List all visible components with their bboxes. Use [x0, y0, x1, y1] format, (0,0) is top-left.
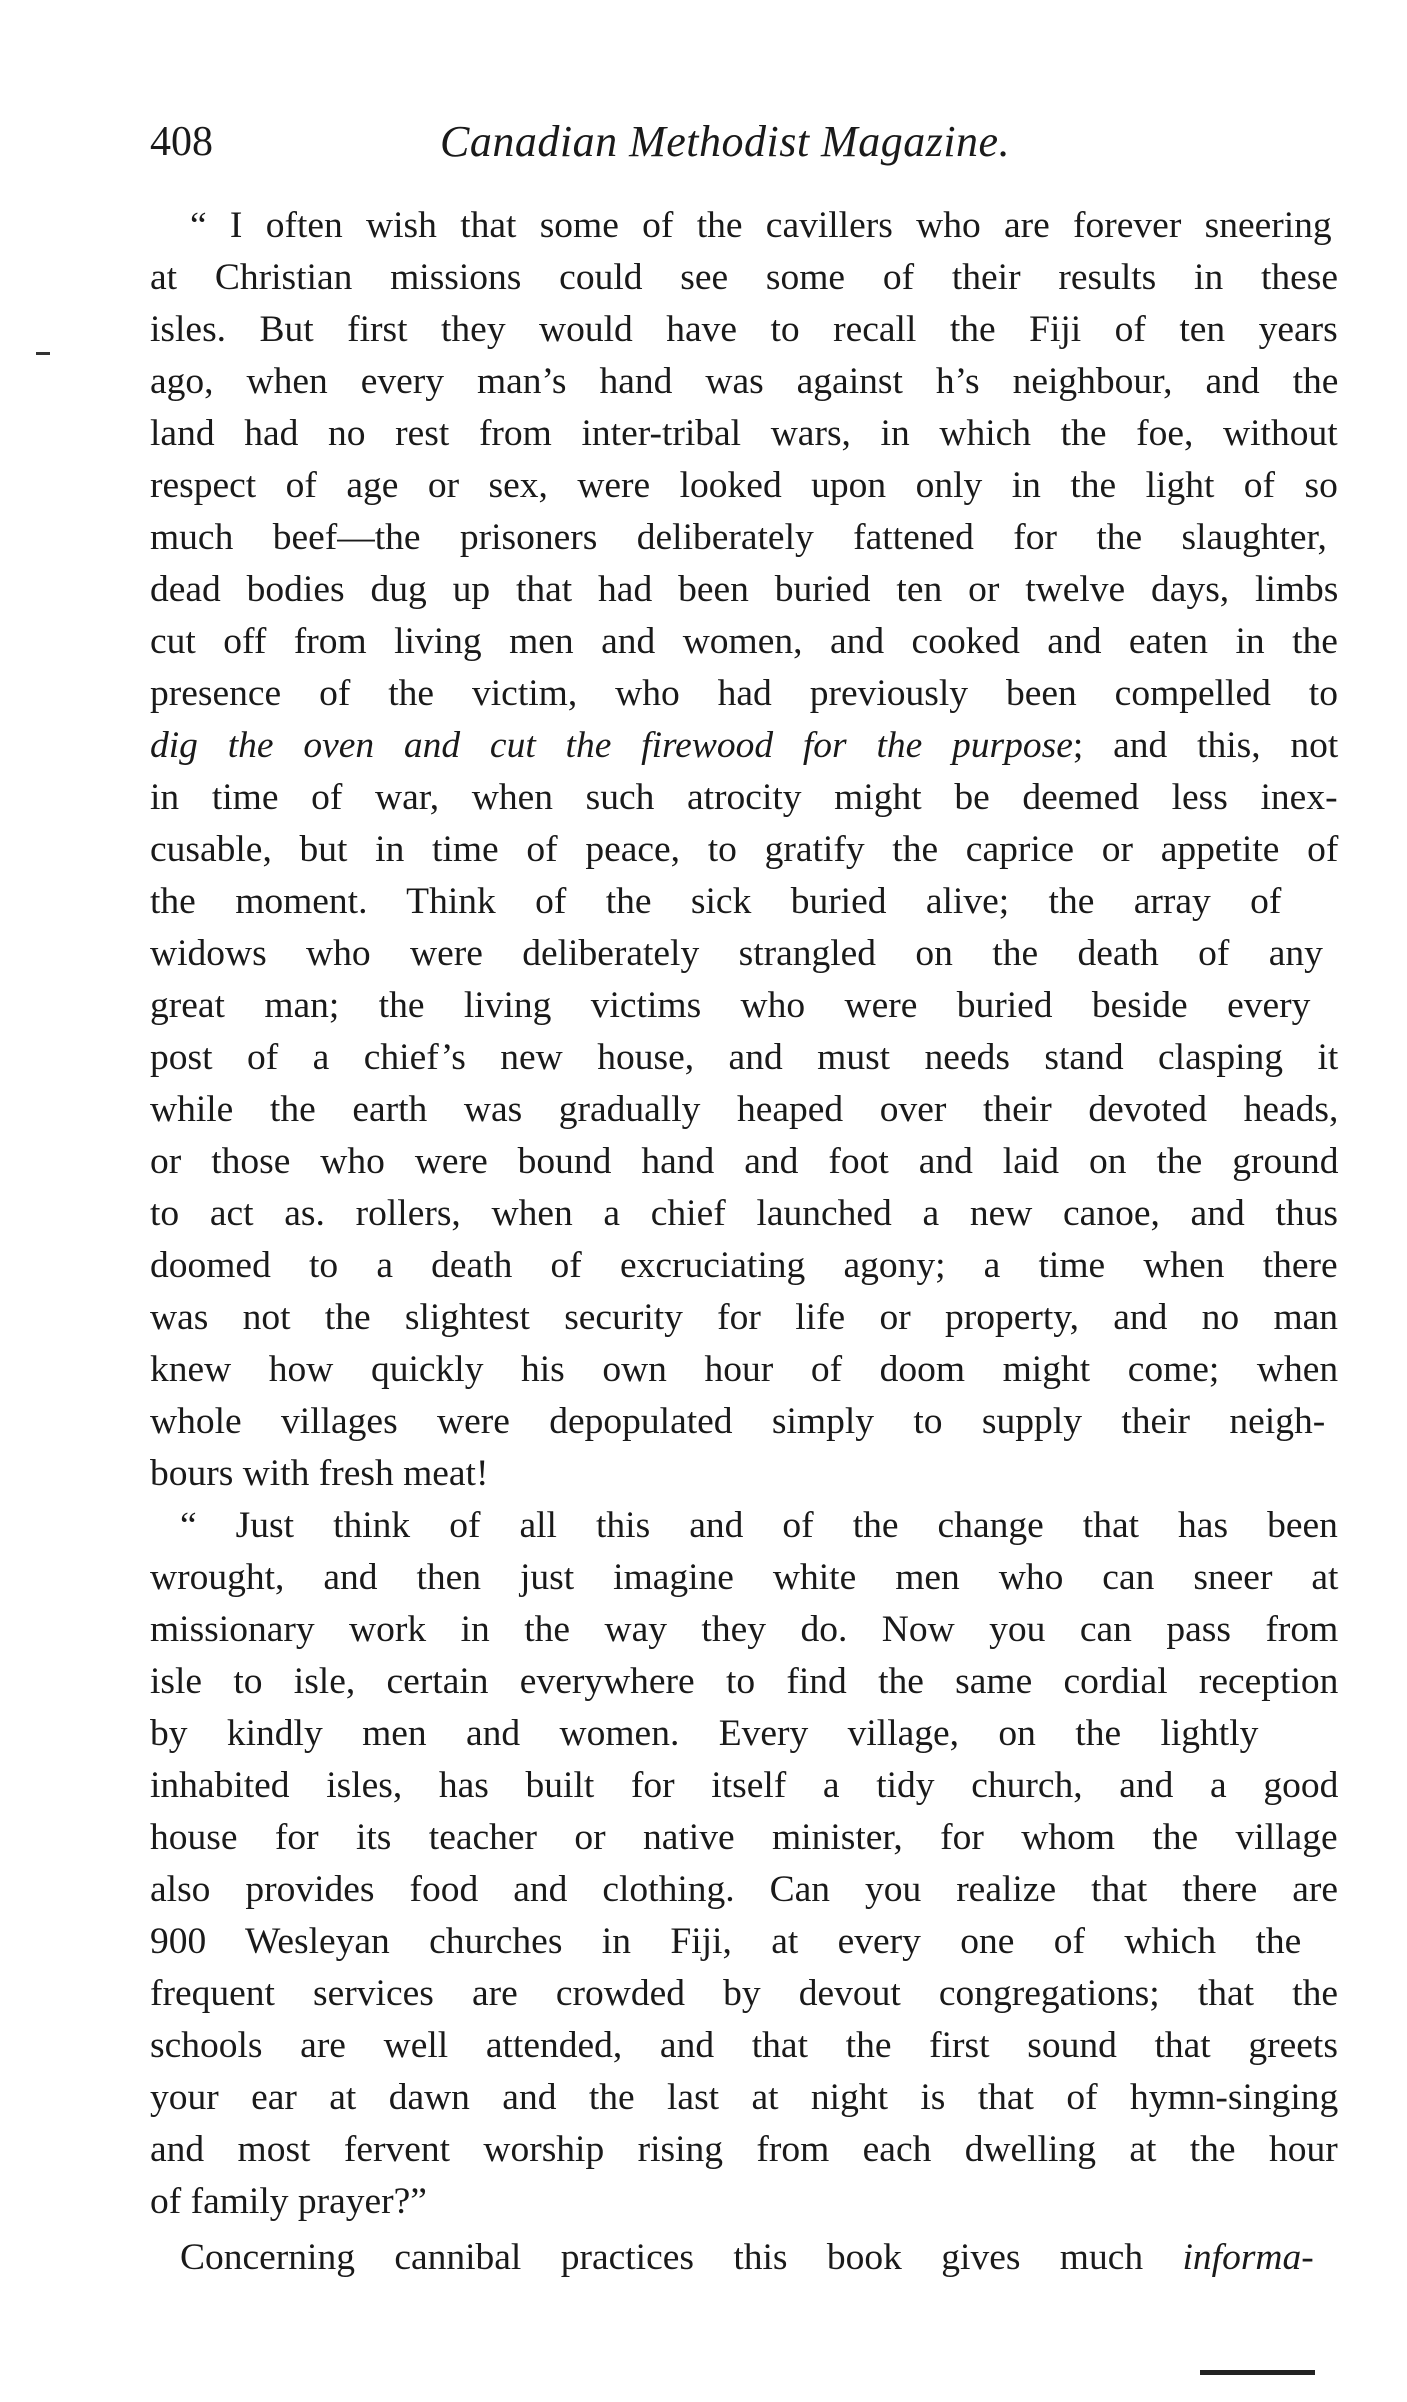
text-line: your ear at dawn and the last at night is that of hymn-singing — [150, 2077, 1339, 2118]
text-line: doomed to a death of excruciating agony; a time when there — [150, 1245, 1338, 1286]
text-line: respect of age or sex, were looked upon only in the light of so — [150, 465, 1338, 506]
text-line: frequent services are crowded by devout congregations; that the — [150, 1973, 1338, 2014]
text-line: isle to isle, certain everywhere to find the same cordial reception — [150, 1661, 1339, 1702]
text-line: or those who were bound hand and foot and laid on the ground — [150, 1141, 1339, 1182]
text-line: isles. But first they would have to recall the Fiji of ten years — [150, 309, 1338, 350]
text-line: cusable, but in time of peace, to gratify the caprice or appetite of — [150, 829, 1339, 870]
text-line: widows who were deliberately strangled on the death of any — [150, 933, 1323, 974]
text-line: post of a chief’s new house, and must needs stand clasping it — [150, 1037, 1339, 1078]
text-line: land had no rest from inter-tribal wars, in which the foe, without — [150, 413, 1338, 454]
italic-phrase: dig the oven and cut the firewood for the purpose — [150, 725, 1073, 766]
text-line: presence of the victim, who had previously been compelled to — [150, 673, 1338, 714]
text-line: knew how quickly his own hour of doom might come; when — [150, 1349, 1339, 1390]
running-title: Canadian Methodist Magazine. — [440, 117, 1011, 166]
text-line-italic — [150, 720, 1338, 772]
text-line: “ Just think of all this and of the change that has been — [180, 1505, 1338, 1546]
text-line: to act as. rollers, when a chief launched a new canoe, and thus — [150, 1193, 1338, 1234]
text-line: wrought, and then just imagine white men who can sneer at — [150, 1557, 1339, 1598]
text-line: bours with fresh meat! — [150, 1453, 489, 1494]
bottom-rule — [1200, 2370, 1315, 2375]
text-line — [180, 2232, 1335, 2284]
line-remainder: ; and this, not — [1072, 725, 1339, 766]
final-line-italic: informa- — [1182, 2237, 1314, 2278]
text-line: schools are well attended, and that the first sound that greets — [150, 2025, 1338, 2066]
text-line: whole villages were depopulated simply to supply their neigh- — [150, 1401, 1326, 1442]
text-line: also provides food and clothing. Can you realize that there are — [150, 1869, 1338, 1910]
text-line: ago, when every man’s hand was against h’s neighbour, and the — [150, 361, 1339, 402]
final-line-text: Concerning cannibal practices this book gives much — [180, 2237, 1183, 2278]
text-line: inhabited isles, has built for itself a tidy church, and a good — [150, 1765, 1339, 1806]
text-line: cut off from living men and women, and cooked and eaten in the — [150, 621, 1338, 662]
text-line: 900 Wesleyan churches in Fiji, at every one of which the — [150, 1921, 1302, 1962]
text-line: and most fervent worship rising from each dwelling at the hour — [150, 2129, 1338, 2170]
text-line: much beef—the prisoners deliberately fattened for the slaughter, — [150, 517, 1327, 558]
text-line: while the earth was gradually heaped over their devoted heads, — [150, 1089, 1339, 1130]
text-line: “ I often wish that some of the cavillers who are forever sneering — [190, 205, 1332, 246]
page-number: 408 — [150, 119, 213, 165]
text-line: of family prayer?” — [150, 2181, 427, 2222]
text-line: in time of war, when such atrocity might be deemed less inex- — [150, 777, 1338, 818]
text-line: at Christian missions could see some of their results in these — [150, 257, 1339, 298]
text-line: was not the slightest security for life or property, and no man — [150, 1297, 1339, 1338]
text-line: house for its teacher or native minister, for whom the village — [150, 1817, 1338, 1858]
text-line: great man; the living victims who were buried beside every — [150, 985, 1311, 1026]
text-line: dead bodies dug up that had been buried ten or twelve days, limbs — [150, 569, 1339, 610]
text-line: missionary work in the way they do. Now you can pass from — [150, 1609, 1339, 1650]
text-line: the moment. Think of the sick buried alive; the array of — [150, 881, 1282, 922]
text-line: by kindly men and women. Every village, on the lightly — [150, 1713, 1259, 1754]
